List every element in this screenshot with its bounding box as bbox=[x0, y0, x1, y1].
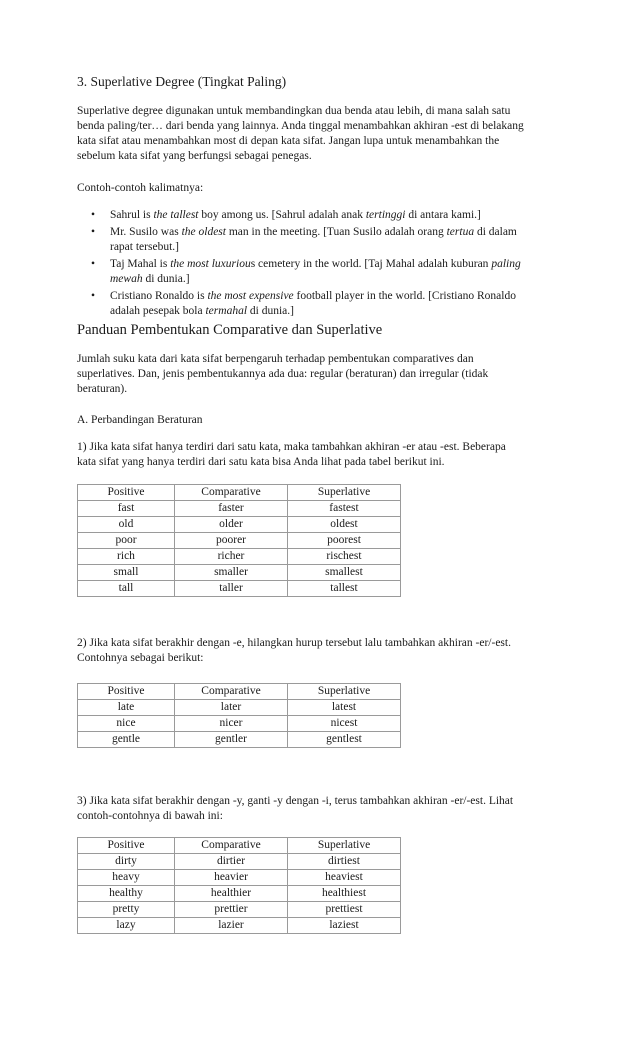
rule2-text bbox=[77, 636, 567, 666]
example-text: di dalam bbox=[474, 226, 517, 238]
table-cell: smaller bbox=[175, 565, 288, 581]
table-row bbox=[78, 501, 401, 517]
table-row bbox=[78, 918, 401, 934]
table-cell: poorer bbox=[175, 533, 288, 549]
rule2-line: 2) Jika kata sifat berakhir dengan -e, hilangkan hurup tersebut lalu tambahkan akhiran -er/-est. bbox=[77, 637, 511, 649]
table-row bbox=[78, 549, 401, 565]
intro-line: benda paling/ter… dari benda yang lainnya. Anda tinggal menambahkan akhiran -est di belakang bbox=[77, 120, 524, 132]
example-emphasis: the most expensive bbox=[207, 290, 294, 302]
table-cell: fast bbox=[78, 501, 175, 517]
table-cell: taller bbox=[175, 581, 288, 597]
rule2-line: Contohnya sebagai berikut: bbox=[77, 652, 204, 664]
table-ending-e bbox=[77, 683, 401, 748]
example-emphasis: the tallest bbox=[153, 209, 199, 221]
section-paragraph bbox=[77, 352, 567, 397]
example-line bbox=[110, 257, 567, 272]
table-cell: prettier bbox=[175, 902, 288, 918]
table-row bbox=[78, 565, 401, 581]
rule3-line: contoh-contohnya di bawah ini: bbox=[77, 810, 223, 822]
examples-list bbox=[77, 208, 567, 319]
bullet-icon: • bbox=[91, 258, 96, 270]
section-line: superlatives. Dan, jenis pembentukannya ada dua: regular (beraturan) dan irregular (tidak bbox=[77, 368, 489, 380]
table-cell: healthiest bbox=[288, 886, 401, 902]
bullet-icon: • bbox=[91, 226, 96, 238]
table-header-cell: Comparative bbox=[175, 838, 288, 854]
table-cell: faster bbox=[175, 501, 288, 517]
table-cell: heavy bbox=[78, 870, 175, 886]
table-header-cell: Superlative bbox=[288, 485, 401, 501]
table-row bbox=[78, 854, 401, 870]
table-header-cell: Positive bbox=[78, 684, 175, 700]
table-cell: lazier bbox=[175, 918, 288, 934]
intro-line: Superlative degree digunakan untuk membandingkan dua benda atau lebih, di mana salah satu bbox=[77, 105, 511, 117]
table-header-cell: Comparative bbox=[175, 485, 288, 501]
example-text: Sahrul is bbox=[110, 209, 154, 221]
examples-label: Contoh-contoh kalimatnya: bbox=[77, 182, 204, 194]
table-cell: dirtiest bbox=[288, 854, 401, 870]
example-text: s cemetery in the world. [Taj Mahal adalah kuburan bbox=[250, 258, 492, 270]
table-cell: laziest bbox=[288, 918, 401, 934]
table-cell: healthy bbox=[78, 886, 175, 902]
example-text: Cristiano Ronaldo is bbox=[110, 290, 208, 302]
table-cell: rich bbox=[78, 549, 175, 565]
table-cell: heaviest bbox=[288, 870, 401, 886]
example-line bbox=[110, 289, 567, 304]
section-line: beraturan). bbox=[77, 383, 128, 395]
table-cell: poor bbox=[78, 533, 175, 549]
table3-container bbox=[77, 837, 567, 934]
table1-container bbox=[77, 484, 567, 597]
example-item bbox=[77, 225, 567, 255]
table-cell: nice bbox=[78, 716, 175, 732]
table-row bbox=[78, 902, 401, 918]
table-cell: nicer bbox=[175, 716, 288, 732]
table-cell: gentlest bbox=[288, 732, 401, 748]
example-emphasis: paling bbox=[491, 258, 521, 270]
table-cell: tallest bbox=[288, 581, 401, 597]
table-row bbox=[78, 732, 401, 748]
section-line: Jumlah suku kata dari kata sifat berpengaruh terhadap pembentukan comparatives dan bbox=[77, 353, 474, 365]
rule3-text bbox=[77, 794, 567, 824]
table-cell: richer bbox=[175, 549, 288, 565]
table-cell: small bbox=[78, 565, 175, 581]
example-text: rapat tersebut.] bbox=[110, 241, 179, 253]
table-cell: tall bbox=[78, 581, 175, 597]
table-cell: lazy bbox=[78, 918, 175, 934]
example-item bbox=[77, 289, 567, 319]
table-cell: older bbox=[175, 517, 288, 533]
table-cell: late bbox=[78, 700, 175, 716]
example-text: Taj Mahal is bbox=[110, 258, 171, 270]
intro-line: kata sifat atau menambahkan most di depan kata sifat. Jangan lupa untuk menambahkan the bbox=[77, 135, 500, 147]
example-text: boy among us. [Sahrul adalah anak bbox=[198, 209, 366, 221]
example-line bbox=[110, 240, 567, 255]
table-header-cell: Superlative bbox=[288, 838, 401, 854]
table-row bbox=[78, 700, 401, 716]
table-cell: gentler bbox=[175, 732, 288, 748]
example-line bbox=[110, 272, 567, 287]
table-row bbox=[78, 716, 401, 732]
table-ending-y bbox=[77, 837, 401, 934]
example-text: football player in the world. [Cristiano Ronaldo bbox=[293, 290, 516, 302]
table-cell: poorest bbox=[288, 533, 401, 549]
table-cell: later bbox=[175, 700, 288, 716]
example-emphasis: mewah bbox=[110, 273, 143, 285]
example-item bbox=[77, 208, 567, 223]
table-cell: latest bbox=[288, 700, 401, 716]
table-row bbox=[78, 581, 401, 597]
example-text: Mr. Susilo was bbox=[110, 226, 182, 238]
table-cell: dirtier bbox=[175, 854, 288, 870]
example-item bbox=[77, 257, 567, 287]
table-row bbox=[78, 517, 401, 533]
table-header-cell: Positive bbox=[78, 485, 175, 501]
example-text: adalah pesepak bola bbox=[110, 305, 206, 317]
table-cell: smallest bbox=[288, 565, 401, 581]
table-cell: heavier bbox=[175, 870, 288, 886]
table2-container bbox=[77, 683, 567, 748]
bullet-icon: • bbox=[91, 209, 96, 221]
section-title: Panduan Pembentukan Comparative dan Superlative bbox=[77, 322, 383, 338]
heading-superlative: 3. Superlative Degree (Tingkat Paling) bbox=[77, 74, 287, 89]
table-header-row bbox=[78, 485, 401, 501]
example-line bbox=[110, 208, 567, 223]
table-header-cell: Comparative bbox=[175, 684, 288, 700]
examples-list-container bbox=[77, 208, 567, 321]
table-header-cell: Superlative bbox=[288, 684, 401, 700]
table-cell: fastest bbox=[288, 501, 401, 517]
example-text: man in the meeting. [Tuan Susilo adalah orang bbox=[225, 226, 447, 238]
table-cell: rischest bbox=[288, 549, 401, 565]
rule1-line: 1) Jika kata sifat hanya terdiri dari satu kata, maka tambahkan akhiran -er atau -est. Beberapa bbox=[77, 441, 506, 453]
table-regular-one-syllable bbox=[77, 484, 401, 597]
table-row bbox=[78, 533, 401, 549]
example-emphasis: termahal bbox=[205, 305, 248, 317]
table-cell: old bbox=[78, 517, 175, 533]
example-line bbox=[110, 304, 567, 319]
intro-line: sebelum kata sifat yang berfungsi sebagai penegas. bbox=[77, 150, 312, 162]
rule1-text bbox=[77, 440, 567, 470]
example-emphasis: tertua bbox=[446, 226, 475, 238]
table-cell: dirty bbox=[78, 854, 175, 870]
example-emphasis: tertinggi bbox=[365, 209, 406, 221]
table-header-row bbox=[78, 838, 401, 854]
example-text: di dunia.] bbox=[142, 273, 190, 285]
table-cell: healthier bbox=[175, 886, 288, 902]
table-row bbox=[78, 886, 401, 902]
example-line bbox=[110, 225, 567, 240]
example-emphasis: the oldest bbox=[181, 226, 226, 238]
rule1-line: kata sifat yang hanya terdiri dari satu kata bisa Anda lihat pada tabel berikut ini. bbox=[77, 456, 445, 468]
example-text: di dunia.] bbox=[247, 305, 294, 317]
table-header-row bbox=[78, 684, 401, 700]
bullet-icon: • bbox=[91, 290, 96, 302]
example-emphasis: the most luxuriou bbox=[170, 258, 251, 270]
table-row bbox=[78, 870, 401, 886]
example-text: di antara kami.] bbox=[405, 209, 481, 221]
intro-paragraph bbox=[77, 104, 567, 164]
table-cell: oldest bbox=[288, 517, 401, 533]
subheading-a: A. Perbandingan Beraturan bbox=[77, 414, 203, 426]
table-header-cell: Positive bbox=[78, 838, 175, 854]
table-cell: prettiest bbox=[288, 902, 401, 918]
table-cell: nicest bbox=[288, 716, 401, 732]
table-cell: gentle bbox=[78, 732, 175, 748]
rule3-line: 3) Jika kata sifat berakhir dengan -y, ganti -y dengan -i, terus tambahkan akhiran -er/-est. Lihat bbox=[77, 795, 514, 807]
table-cell: pretty bbox=[78, 902, 175, 918]
